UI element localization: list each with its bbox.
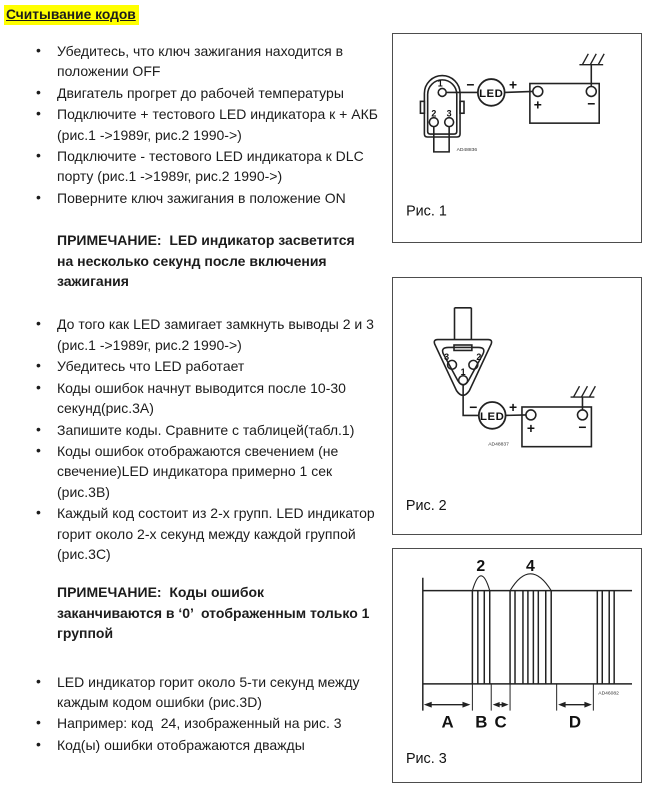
bullet-marker: •	[36, 357, 41, 374]
part-code: AD48836	[456, 147, 478, 153]
pin-3	[445, 118, 454, 127]
figure-2-box	[392, 277, 642, 535]
part-code: AD48837	[488, 442, 509, 448]
note-block: ПРИМЕЧАНИЕ: LED индикатор засветится на несколько секунд после включения зажигания	[57, 232, 359, 290]
figure-1-caption: Рис. 1	[406, 203, 447, 220]
bullet-text: Двигатель прогрет до рабочей температуры	[57, 84, 344, 101]
bullet-marker: •	[36, 147, 41, 164]
led-minus-sign: −	[469, 398, 478, 415]
pulse-count-2: 2	[476, 557, 486, 575]
pin-1	[438, 88, 446, 96]
pulse-group-4	[510, 591, 551, 684]
figure-2-caption: Рис. 2	[405, 498, 447, 515]
bullet-text: Убедитесь, что ключ зажигания находится в положении OFF	[57, 43, 347, 80]
pin-2	[429, 118, 438, 127]
bullet-marker: •	[36, 672, 41, 689]
interval-guides	[472, 684, 593, 711]
led-text: LED	[480, 410, 505, 423]
bullet-item	[36, 503, 379, 564]
interval-label-c: C	[494, 712, 507, 732]
pin-1-label: 1	[460, 367, 466, 378]
bullet-text: Убедитесь что LED работает	[57, 358, 245, 375]
pulse-group-2	[472, 591, 489, 684]
part-code: AD46082	[598, 691, 619, 697]
battery-terminal-positive	[533, 86, 543, 96]
figure-1-diagram	[393, 34, 641, 242]
bullet-item	[36, 104, 382, 145]
note-block: ПРИМЕЧАНИЕ: Коды ошибок заканчиваются в ‘0’ отображенным только 1 группой	[57, 584, 374, 642]
ground-icon	[571, 386, 596, 397]
bullet-marker: •	[36, 188, 41, 205]
ground-icon	[579, 54, 604, 65]
bullet-item	[36, 672, 379, 713]
bullet-marker: •	[36, 714, 41, 731]
battery-terminal-positive	[526, 410, 536, 420]
bullet-item	[36, 146, 379, 187]
bullet-item	[36, 378, 379, 419]
battery-plus-sign: +	[533, 96, 542, 113]
bullet-item	[36, 41, 379, 82]
led-plus-sign: +	[508, 76, 518, 93]
bullet-item	[36, 735, 379, 755]
bullet-item	[36, 83, 379, 103]
waveform	[423, 574, 632, 711]
interval-label-a: A	[441, 712, 454, 732]
bullet-item	[36, 356, 379, 376]
bullet-item	[36, 420, 379, 440]
instructions-list	[0, 41, 390, 756]
bullet-text: LED индикатор горит около 5-ти секунд между каждым кодом ошибки (рис.3D)	[57, 673, 364, 710]
pin-3-label: 3	[446, 108, 452, 119]
connector-cable	[455, 308, 472, 340]
bullet-item	[36, 713, 379, 733]
pulse-count-4: 4	[525, 557, 535, 575]
bullet-item	[36, 188, 379, 208]
pulse-waveform-diagram	[393, 549, 641, 782]
figure-1-box	[392, 33, 642, 243]
bullet-marker: •	[36, 315, 41, 332]
bullet-marker: •	[36, 420, 41, 437]
bullet-marker: •	[36, 378, 41, 395]
pin-1-label: 1	[437, 78, 443, 89]
bullet-marker: •	[36, 83, 41, 100]
led-minus-sign: −	[466, 76, 475, 93]
figure-2-diagram	[393, 278, 641, 534]
bullet-text: Каждый код состоит из 2-х групп. LED индикатор горит около 2-х секунд между каждой группой (рис.3С)	[57, 505, 379, 562]
connector-tab-left	[420, 101, 424, 113]
bullet-item	[36, 441, 379, 502]
figure-3-caption: Рис. 3	[405, 751, 447, 768]
battery-minus-sign: −	[587, 95, 596, 112]
pin-2-label: 2	[476, 351, 482, 362]
bullet-text: Код(ы) ошибки отображаются дважды	[57, 736, 305, 753]
jumper-wire	[434, 127, 449, 152]
pin-2-label: 2	[431, 108, 437, 119]
interval-label-b: B	[475, 712, 488, 732]
interval-label-d: D	[568, 712, 582, 732]
figure-3-box	[392, 548, 642, 783]
bullet-text: Поверните ключ зажигания в положение ON	[57, 189, 346, 206]
bullet-marker: •	[36, 105, 41, 122]
battery-minus-sign: −	[578, 418, 587, 435]
bullet-text: До того как LED замигает замкнуть выводы 2 и 3 (рис.1 ->1989г, рис.2 1990->)	[57, 316, 378, 353]
led-text: LED	[479, 87, 504, 100]
page-title: Считывание кодов	[4, 5, 139, 25]
brace-over-2	[472, 576, 489, 591]
pin-3-label: 3	[444, 351, 450, 362]
bullet-text: Коды ошибок отображаются свечением (не свечение)LED индикатора примерно 1 сек (рис.3В)	[57, 442, 343, 500]
bullet-text: Запишите коды. Сравните с таблицей(табл.1)	[57, 421, 355, 438]
bullet-text: Подключите - тестового LED индикатора к DLC порту (рис.1 ->1989г, рис.2 1990->)	[57, 148, 368, 185]
bullet-marker: •	[36, 504, 41, 521]
dlc-connector-3pin-diagram	[434, 308, 595, 447]
brace-over-4	[510, 574, 551, 591]
bullet-marker: •	[36, 441, 41, 458]
pulse-group-repeat	[597, 591, 614, 684]
bullet-marker: •	[36, 735, 41, 752]
led-plus-sign: +	[508, 398, 518, 415]
bullet-text: Например: код 24, изображенный на рис. 3	[57, 715, 342, 732]
bullet-item	[36, 314, 379, 355]
dlc-connector-2pin-diagram	[420, 54, 604, 152]
bullet-text: Коды ошибок начнут выводится после 10-30 секунд(рис.3А)	[57, 379, 350, 417]
bullet-marker: •	[36, 42, 41, 58]
battery-plus-sign: +	[526, 419, 535, 436]
connector-tab-right	[460, 101, 464, 113]
bullet-text: Подключите + тестового LED индикатора к + АКБ (рис.1 ->1989г, рис.2 1990->)	[57, 106, 382, 143]
